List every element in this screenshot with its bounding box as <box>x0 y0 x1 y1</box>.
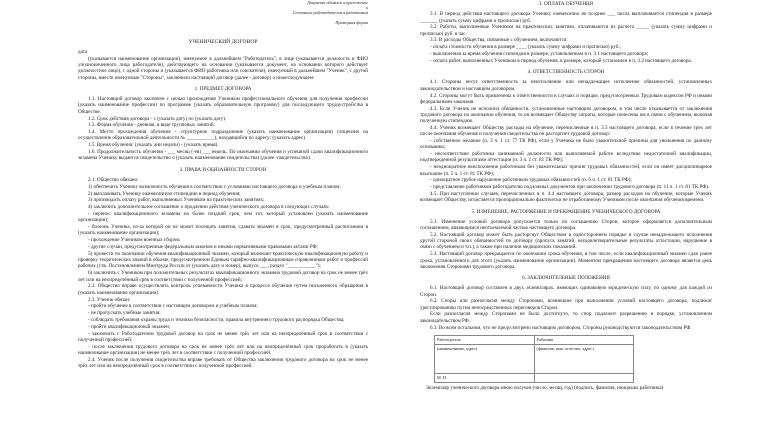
paragraph: 2.3. Ученик обязан: <box>88 296 131 303</box>
signature-table <box>434 335 634 383</box>
right-column <box>420 0 712 440</box>
footer-note: Экземпляр ученического договора мною получен (число, месяц, год) (подпись, фамилия, инициалы работника) <box>426 385 664 391</box>
intro-paragraph: (указывается наименование организации), именуемое в дальнейшем "Работодатель", в лице (указывается должность и ФИО уполномоченного лица работодателя), действующего на основании (указывается документ, на основании которого действует должностное лицо), с одной стороны и (указывается ФИО работника или соискателя), именуемый в дальнейшем "Ученик", с другой стороны, вместе именуемые "Стороны", заключили настоящий договор (далее - договор) о нижеследующем: <box>78 55 368 81</box>
paragraph: 5.3. Настоящий договор прекращается по окончании срока обучения, в том числе, если квалификационный экзамен сдан ранее срока, установленного для этого (указать наименование организации). Моментом прекращения настоящего договора является день заключения Сторонами трудового договора. <box>420 251 712 270</box>
section-body <box>78 96 368 161</box>
paragraph: - не пропускать учебные занятия; <box>88 310 161 317</box>
paragraph: - представление работником работодателю подложных документов при заключении трудового договора (п. 11 ч. 1 ст. 81 ТК РФ). <box>430 184 710 191</box>
section-heading: 1. ПРЕДМЕТ ДОГОВОРА <box>194 85 252 92</box>
document-title: УЧЕНИЧЕСКИЙ ДОГОВОР <box>188 38 258 45</box>
paragraph: - прохождение Учеником военных сборов; <box>88 237 181 244</box>
section-body <box>420 285 712 331</box>
paragraph: - выплаченная за время обучения стипендия в размере, установленном в п. 3.1 настоящего договора; <box>430 51 649 58</box>
header-note: Документ объявлен в приложение <box>307 0 368 5</box>
paragraph: 4.5. При наступлении случаев, перечисленных в п. 4.4 настоящего договора, размер расходов на обучение, которые Ученик возмещает Обществу, исчисляется пропорционально фактически не отработанному Учеником после окончания обучения времени. <box>420 191 712 204</box>
paragraph: - после заключения трудового договора на срок не менее трёх лет или на неопределённый срок проработать в (указать наименование организации) не менее трёх лет в соответствии с полученной профессией. <box>78 343 368 357</box>
paragraph: 5.2. Настоящий договор может быть расторгнут Обществом в одностороннем порядке в случае ненадлежащего исполнения другой стороной своих обязанностей по договору (пропуск занятий, неудовлетворительные результаты аттестации, нарушение в связи с обучением и т.п.), а также при наличии медицинских показаний. <box>420 231 712 251</box>
paragraph: 4.4. Ученик возмещает Обществу расходы на обучение, перечисленные в п. 3.3 настоящего договора, если в течение трех лет после окончания обучения и получения свидетельства он расторгнет трудовой договор: <box>420 125 712 138</box>
paragraph: - неоднократное неисполнение работником без уважительных причин трудовых обязанностей, если он имеет дисциплинарное взыскание (п. 5 ч. 1 ст. 81 ТК РФ); <box>420 164 712 177</box>
paragraph: - пройти квалификационный экзамен; <box>88 323 171 330</box>
paragraph: 3) производить оплату работ, выполняемых Учеником на практических занятиях; <box>88 197 265 204</box>
paragraph: 4.1. Стороны несут ответственность за неисполнение или ненадлежащее исполнение обязанностей, установленных законодательством и настоящим договором. <box>420 79 712 92</box>
paragraph: 6) заключить с Учеником при положительных результатах квалификационного экзамена трудовой договор на срок не менее трёх лет или на неопределённый срок в соответствии с полученной профессией; <box>78 270 368 283</box>
paragraph: - другие случаи, предусмотренные федеральным законом и иными нормативными правовыми актами РФ; <box>88 244 318 251</box>
paragraph: 4.3. Если Ученик не исполнил обязанности, установленные настоящим договором, в том числе отказывается от заключения трудового договора по окончании обучения, то он возмещает Обществу затраты, которые понесены им в связи с обучением, включая полученную стипендию. <box>420 105 712 125</box>
section-body <box>420 11 712 64</box>
left-column <box>78 0 368 440</box>
paragraph: 6.1. Настоящий договор составлен в двух экземплярах, имеющих одинаковую юридическую силу, по одному для каждой из Сторон. <box>420 285 712 298</box>
student-details: (фамилия, имя, отчество, адрес) <box>534 344 634 373</box>
paragraph: 4.2. Стороны могут быть привлечены к ответственности в случаях и порядке, предусмотренных Трудовым кодексом РФ и иными федеральными законами. <box>420 92 712 105</box>
section-heading: 4. ОТВЕТСТВЕННОСТЬ СТОРОН <box>527 69 605 76</box>
paragraph: 5.1. Изменение условий договора допускается только по соглашению Сторон, которое оформляется дополнительным соглашением, являющимся неотъемлемой частью настоящего договора. <box>420 218 712 232</box>
section-body <box>78 177 368 370</box>
section-heading: 2. ПРАВА И ОБЯЗАННОСТИ СТОРОН <box>179 166 267 173</box>
paragraph: - однократное грубое нарушение работником трудовых обязанностей (п. 6 ч. 1 ст. 81 ТК РФ); <box>430 177 632 184</box>
paragraph: - соблюдать требования охраны труда и техники безопасности, правила внутреннего трудового распорядка Общества; <box>88 317 345 324</box>
employer-details: (наименование, адрес) <box>435 344 535 373</box>
paragraph: 2.1. Общество обязано: <box>88 176 139 183</box>
paragraph: 1.5. Время обучения: (указать дни недели) - (указать время). <box>88 142 219 149</box>
header-notes <box>78 0 368 25</box>
header-note: Примерная форма <box>335 19 368 25</box>
paragraph: 3.2. Работы, выполненные Учеником на практических занятиях, оплачиваются из расчета _____ (указать сумму цифрами и прописью) руб. в час. <box>420 24 712 37</box>
paragraph: 4) заключить дополнительное соглашение о продлении действия ученического договора в следующих случаях: <box>88 204 330 211</box>
student-label: Работник <box>534 335 634 344</box>
paragraph: 2.2. Общество вправе осуществлять контроль успеваемости Ученика в процессе обучения путем письменного обращения в (указать наименование организации). <box>78 283 368 296</box>
paragraph: 1.6. Продолжительность обучения - ___ месяц (-ев) ___ недель. По окончании обучения и успешной сдачи квалификационного экзамена Ученику выдается свидетельство о (указать наименование свидетельства) (далее -свидетельство). <box>78 149 368 162</box>
paragraph: - несоответствие работника занимаемой должности или выполняемой работе вследствие недостаточной квалификации, подтвержденной результатами аттестации (п. 3 ч. 1 ст. 81 ТК РФ); <box>420 151 712 164</box>
paragraph: 1.4. Место прохождения обучения - структурное подразделение (указать наименование организации) (лицензия на осуществление образовательной деятельности № ___________), находящийся по адресу: (указать адрес). <box>78 129 368 142</box>
section-heading: 6. ЗАКЛЮЧИТЕЛЬНЫЕ ПОЛОЖЕНИЯ <box>522 275 610 281</box>
paragraph: 1) обеспечить Ученику возможность обучения в соответствии с условиями настоящего договора и учебным планом; <box>88 183 341 190</box>
paragraph: 1.3. Форма обучения - дневная, в виде групповых занятий. <box>88 122 215 129</box>
employer-label: Работодатель <box>435 335 535 344</box>
section-heading: 5. ИЗМЕНЕНИЕ, РАСТОРЖЕНИЕ И ПРЕКРАЩЕНИЕ УЧЕНИЧЕСКОГО ДОГОВОРА <box>471 208 661 215</box>
student-signature <box>534 373 634 382</box>
paragraph: 3.3. В расходы Общества, связанные с обучением, включаются: <box>430 37 568 44</box>
header-note: к <box>366 5 368 11</box>
section-body <box>420 79 712 203</box>
section-heading: 3. ОПЛАТА ОБУЧЕНИЯ <box>538 1 594 7</box>
paragraph: - болезнь Ученика, из-за которой он не может посещать занятия, сдавать экзамен в срок, предусмотренный расписанием в (указать наименование организации); <box>78 224 368 237</box>
paragraph: 2) выплачивать Ученику ежемесячную стипендию в период обучения; <box>88 190 241 197</box>
paragraph: Если разногласия между Сторонами не было достигнуто, то спор подлежит разрешению в порядке, установленном законодательством РФ. <box>420 311 712 324</box>
paragraph: 1.1. Настоящий договор заключен с целью прохождения Учеником профессионального обучения для получения профессии (указать наименование профессии) по программе (указать образовательную программу) для последующего трудоустройства в Обществе. <box>78 96 368 115</box>
header-note: Составлен работодателем в работником <box>292 10 368 16</box>
paragraph: 6.3. Во всем остальном, что не предусмотрено настоящим договором, Стороны руководствуются законодательством РФ. <box>430 324 692 331</box>
section-body <box>420 219 712 270</box>
paragraph: 5) провести по окончании обучения квалификационный экзамен, который включает практическую квалификационную работу и проверку теоретических знаний в объеме, предусмотренном Единым тарифно-квалификационным справочником работ и профессий рабочих (утв. Постановлением Минтруда России от (указать дату и номер), выпуск ___, раздел "___________"); <box>78 250 368 270</box>
paragraph: - оплата работ, выполненных Учеником в период обучения, в размере, который установлен в п. 3.2 настоящего договора. <box>430 57 692 64</box>
paragraph: 3.1. В период действия настоящего договора Ученику ежемесячно не позднее ___ числа выплачивается стипендия в размере _______ (указать сумму цифрами и прописью) руб. <box>420 11 712 24</box>
employer-stamp: М. П. <box>435 373 535 382</box>
date-line: дата <box>78 49 88 56</box>
paragraph: - оплата стоимости обучения в размере ____ (указать сумму цифрами и прописью) руб.; <box>430 44 622 51</box>
paragraph: - пройти обучение в соответствии с настоящим договором и учебным планом; <box>88 303 258 310</box>
paragraph: - собственное желание (п. 3 ч. 1 ст. 77 ТК РФ), если у Ученика не было уважительной причины для увольнения по данному основанию; <box>420 138 712 151</box>
paragraph: - заключить с Работодателем трудовой договор на срок не менее трёх лет или на неопределённый срок в соответствии с полученной профессией; <box>78 330 368 343</box>
paragraph: 6.2. Споры или разногласия между Сторонами, возникшие при выполнении условий настоящего договора, подлежат урегулированию путем непосредственных переговоров Сторон. <box>420 298 712 311</box>
paragraph: - перенос квалификационного экзамена на более поздний срок, чем тот, который установлен (указать наименование организации); <box>78 211 368 224</box>
paragraph: 2.4. Ученик после получения свидетельства вправе требовать от Общества заключения трудового договора на срок не менее трёх лет или на неопределённый срок в соответствии с полученной профессией. <box>78 356 368 370</box>
paragraph: 1.2. Срок действия договора - с (указать дату) по (указать дату). <box>88 115 227 122</box>
